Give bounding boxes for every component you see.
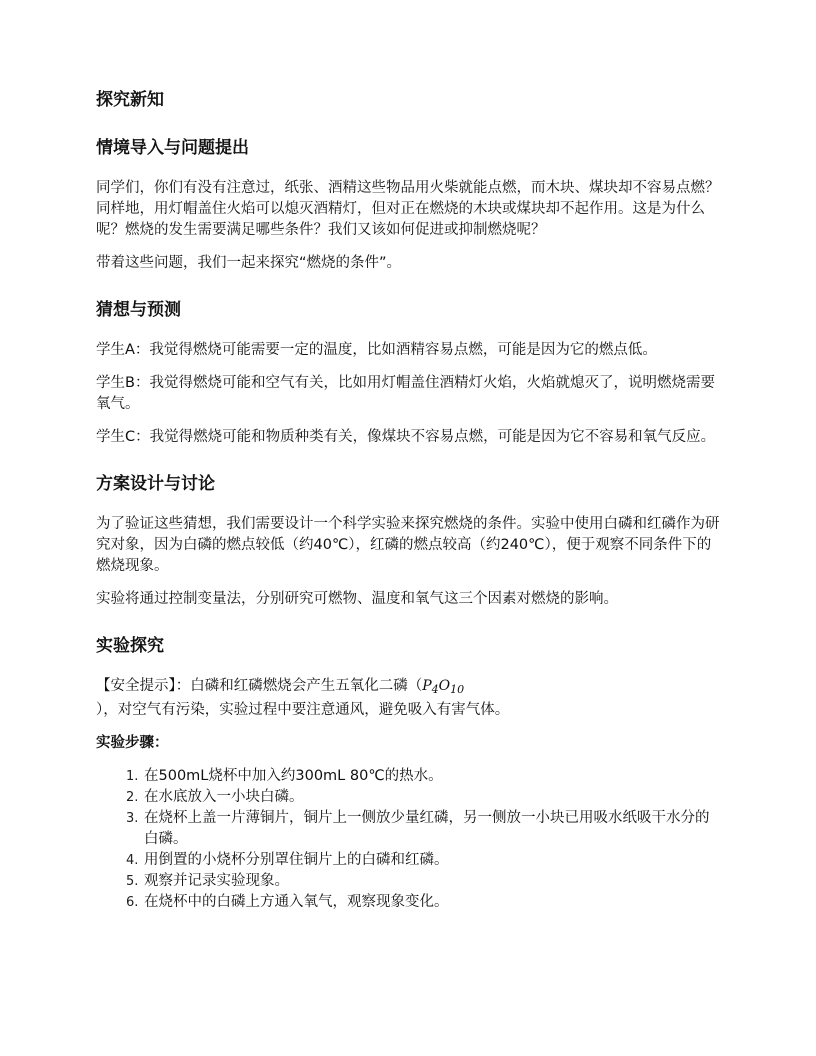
step-number: 3. <box>126 811 139 826</box>
step-text: 观察并记录实验现象。 <box>144 873 289 889</box>
spacer <box>96 622 722 634</box>
step-text: 在水底放入一小块白磷。 <box>144 789 304 805</box>
step-text: 用倒置的小烧杯分别罩住铜片上的白磷和红磷。 <box>144 852 449 868</box>
design-paragraph-2: 实验将通过控制变量法，分别研究可燃物、温度和氧气这三个因素对燃烧的影响。 <box>96 591 618 607</box>
step-item <box>126 787 722 808</box>
step-number: 2. <box>126 790 139 805</box>
section-heading-intro: 情境导入与问题提出 <box>96 138 249 158</box>
step-number: 4. <box>126 853 139 868</box>
section-heading-design: 方案设计与讨论 <box>96 474 215 494</box>
hypothesis-student-a: 学生A：我觉得燃烧可能需要一定的温度，比如酒精容易点燃，可能是因为它的燃点低。 <box>96 342 657 358</box>
formula-symbol-o: O <box>438 678 451 694</box>
document-page <box>96 88 722 913</box>
page-title: 探究新知 <box>96 90 164 110</box>
formula-p4o10 <box>422 678 464 694</box>
intro-paragraph-1: 同学们，你们有没有注意过，纸张、酒精这些物品用火柴就能点燃，而木块、煤块却不容易点燃？同样地，用灯帽盖住火焰可以熄灭酒精灯，但对正在燃烧的木块或煤块却不起作用。这是为什么呢？燃烧的发生需要满足哪些条件？我们又该如何促进或抑制燃烧呢？ <box>96 180 720 238</box>
section-heading-experiment: 实验探究 <box>96 636 164 656</box>
spacer <box>96 460 722 472</box>
section-heading-hypothesis: 猜想与预测 <box>96 300 181 320</box>
safety-note <box>96 676 722 721</box>
step-number: 5. <box>126 874 139 889</box>
intro-paragraph-2: 带着这些问题，我们一起来探究“燃烧的条件”。 <box>96 255 402 271</box>
hypothesis-student-c: 学生C：我觉得燃烧可能和物质种类有关，像煤块不容易点燃，可能是因为它不容易和氧气反应。 <box>96 429 716 445</box>
step-item <box>126 850 722 871</box>
step-number: 1. <box>126 769 139 784</box>
step-item <box>126 871 722 892</box>
formula-subscript-10: 10 <box>450 683 465 696</box>
step-item <box>126 766 722 787</box>
step-text: 在烧杯上盖一片薄铜片，铜片上一侧放少量红磷，另一侧放一小块已用吸水纸吸干水分的白磷。 <box>144 810 710 847</box>
step-item <box>126 808 722 850</box>
safety-note-suffix: ），对空气有污染，实验过程中要注意通风，避免吸入有害气体。 <box>96 702 510 718</box>
step-number: 6. <box>126 895 139 910</box>
step-text: 在500mL烧杯中加入约300mL 80℃的热水。 <box>144 768 443 784</box>
design-paragraph-1: 为了验证这些猜想，我们需要设计一个科学实验来探究燃烧的条件。实验中使用白磷和红磷作为研究对象，因为白磷的燃点较低（约40℃），红磷的燃点较高（约240℃），便于观察不同条件下的燃烧现象。 <box>96 516 720 574</box>
steps-list <box>96 766 722 913</box>
steps-title: 实验步骤： <box>96 735 169 751</box>
spacer <box>96 286 722 298</box>
step-text: 在烧杯中的白磷上方通入氧气，观察现象变化。 <box>144 894 449 910</box>
step-item <box>126 892 722 913</box>
safety-note-prefix: 【安全提示】：白磷和红磷燃烧会产生五氧化二磷（ <box>96 678 423 694</box>
formula-symbol-p: P <box>422 678 432 694</box>
formula-subscript-4: 4 <box>431 683 439 696</box>
hypothesis-student-b: 学生B：我觉得燃烧可能和空气有关，比如用灯帽盖住酒精灯火焰，火焰就熄灭了，说明燃烧需要氧气。 <box>96 375 715 412</box>
